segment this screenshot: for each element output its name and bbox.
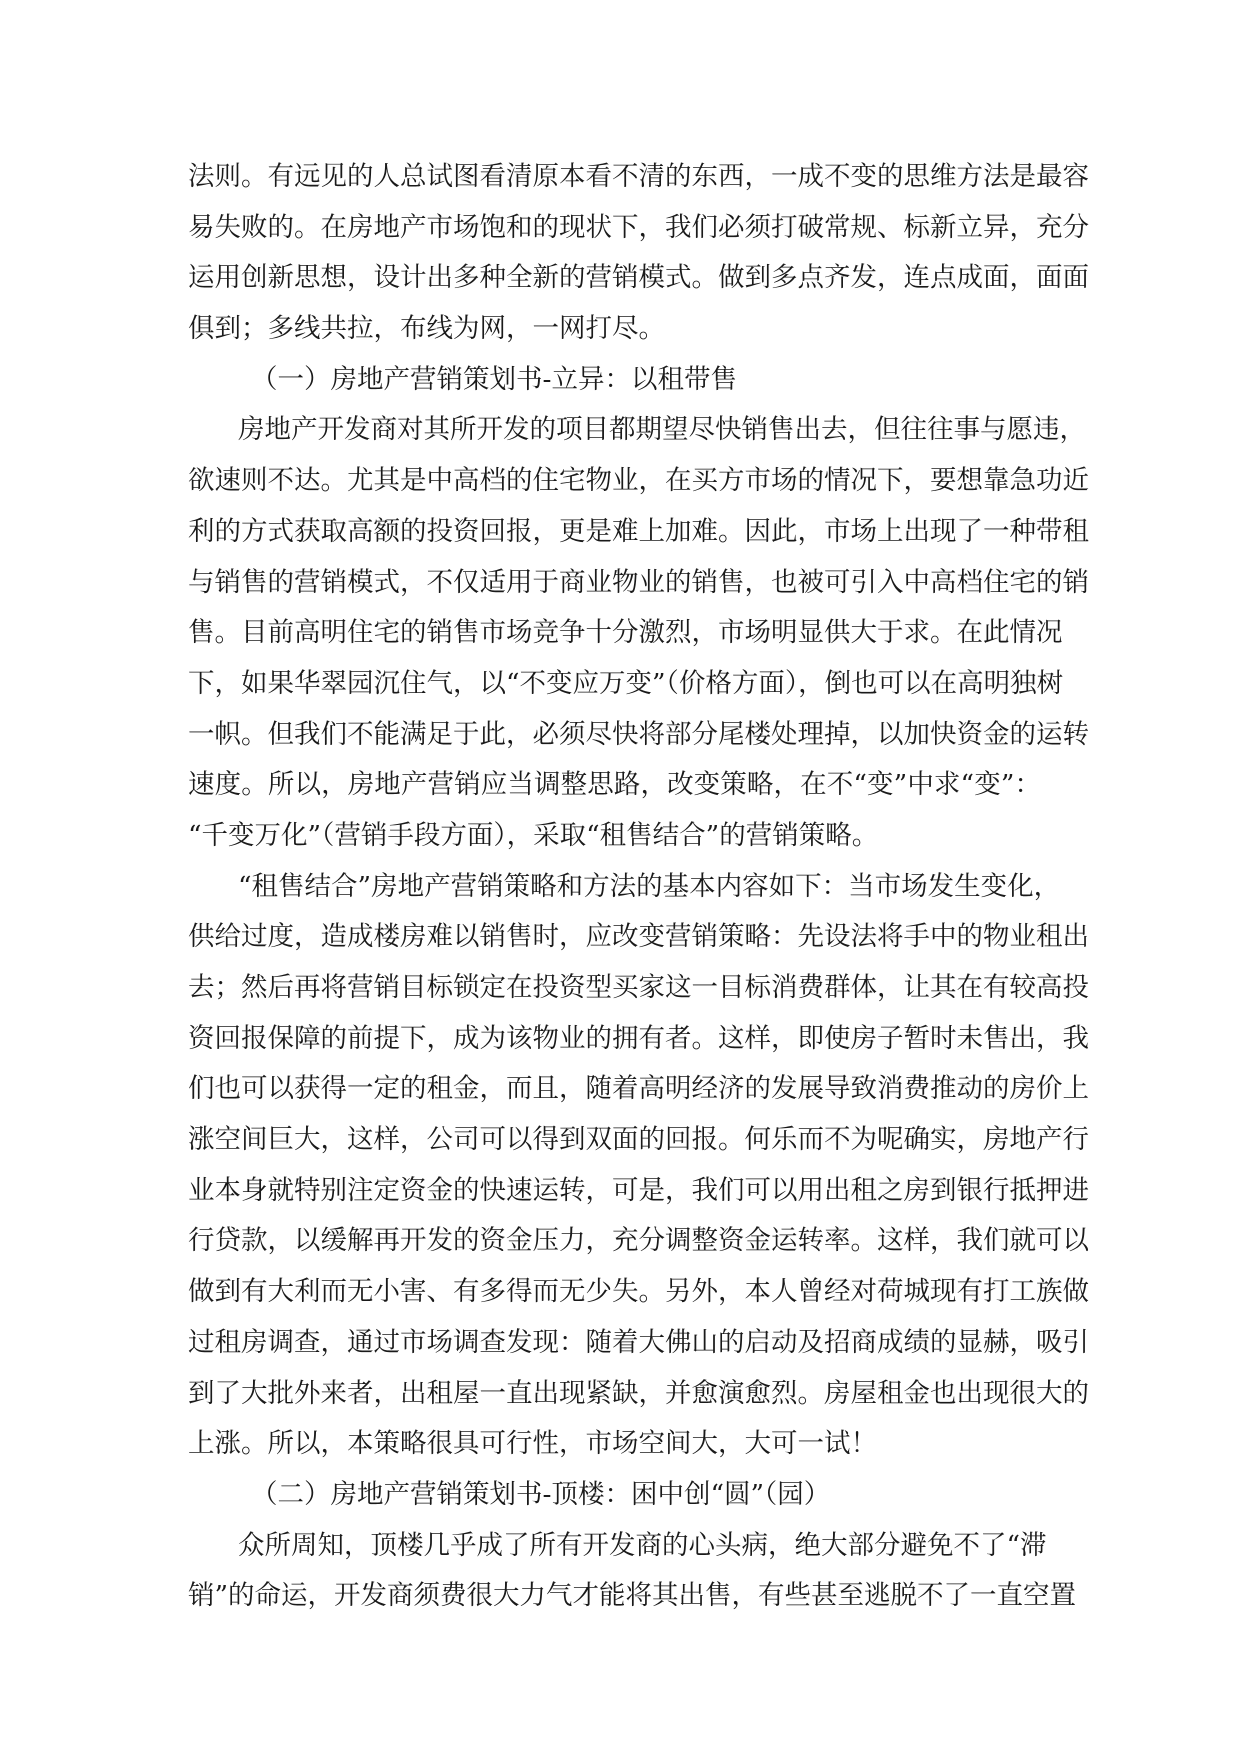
text-line: 法则。有远见的人总试图看清原本看不清的东西，一成不变的思维方法是最容	[188, 161, 1089, 192]
text-line: 去；然后再将营销目标锁定在投资型买家这一目标消费群体，让其在有较高投	[188, 972, 1089, 1003]
text-line: 供给过度，造成楼房难以销售时，应改变营销策略：先设法将手中的物业租出	[188, 921, 1089, 953]
text-line: 下，如果华翠园沉住气，以“不变应万变”（价格方面），倒也可以在高明独树	[188, 667, 1064, 699]
text-line: 欲速则不达。尤其是中高档的住宅物业，在买方市场的情况下，要想靠急功近	[188, 465, 1089, 497]
text-line: 售。目前高明住宅的销售市场竞争十分激烈，市场明显供大于求。在此情况	[188, 617, 1063, 649]
section-heading: （一）房地产营销策划书-立异：以租带售	[251, 363, 737, 395]
text-line: 涨空间巨大，这样，公司可以得到双面的回报。何乐而不为呢确实，房地产行	[188, 1124, 1089, 1156]
document-page	[188, 152, 1089, 1622]
text-line: 易失败的。在房地产市场饱和的现状下，我们必须打破常规、标新立异，充分	[188, 211, 1089, 243]
text-line: 众所周知，顶楼几乎成了所有开发商的心头病，绝大部分避免不了“滞	[238, 1529, 1047, 1561]
text-line: 销”的命运，开发商须费很大力气才能将其出售，有些甚至逃脱不了一直空置	[188, 1580, 1077, 1612]
text-line: 们也可以获得一定的租金，而且，随着高明经济的发展导致消费推动的房价上	[188, 1073, 1089, 1105]
text-line: 过租房调查，通过市场调查发现：随着大佛山的启动及招商成绩的显赫，吸引	[188, 1326, 1089, 1358]
text-line: 与销售的营销模式，不仅适用于商业物业的销售，也被可引入中高档住宅的销	[188, 566, 1089, 598]
section-heading: （二）房地产营销策划书-顶楼：困中创“圆”（园）	[251, 1478, 831, 1510]
text-line: 房地产开发商对其所开发的项目都期望尽快销售出去，但往往事与愿违，	[238, 414, 1086, 446]
text-line: 行贷款，以缓解再开发的资金压力，充分调整资金运转率。这样，我们就可以	[188, 1225, 1089, 1257]
text-line: 做到有大利而无小害、有多得而无少失。另外，本人曾经对荷城现有打工族做	[188, 1276, 1089, 1308]
text-line: 利的方式获取高额的投资回报，更是难上加难。因此，市场上出现了一种带租	[188, 515, 1089, 547]
text-line: “租售结合”房地产营销策略和方法的基本内容如下：当市场发生变化，	[238, 870, 1061, 902]
text-line: 到了大批外来者，出租屋一直出现紧缺，并愈演愈烈。房屋租金也出现很大的	[188, 1377, 1089, 1409]
text-line: “千变万化”（营销手段方面），采取“租售结合”的营销策略。	[188, 819, 879, 851]
text-line: 资回报保障的前提下，成为该物业的拥有者。这样，即使房子暂时未售出，我	[188, 1022, 1089, 1054]
text-line: 上涨。所以，本策略很具可行性，市场空间大，大可一试！	[188, 1428, 877, 1460]
text-line: 俱到；多线共拉，布线为网，一网打尽。	[188, 313, 665, 345]
text-line: 一帜。但我们不能满足于此，必须尽快将部分尾楼处理掉，以加快资金的运转	[188, 718, 1089, 750]
text-line: 速度。所以，房地产营销应当调整思路，改变策略，在不“变”中求“变”：	[188, 769, 1041, 801]
text-line: 业本身就特别注定资金的快速运转，可是，我们可以用出租之房到银行抵押进	[188, 1174, 1089, 1206]
text-line: 运用创新思想，设计出多种全新的营销模式。做到多点齐发，连点成面，面面	[188, 262, 1089, 294]
